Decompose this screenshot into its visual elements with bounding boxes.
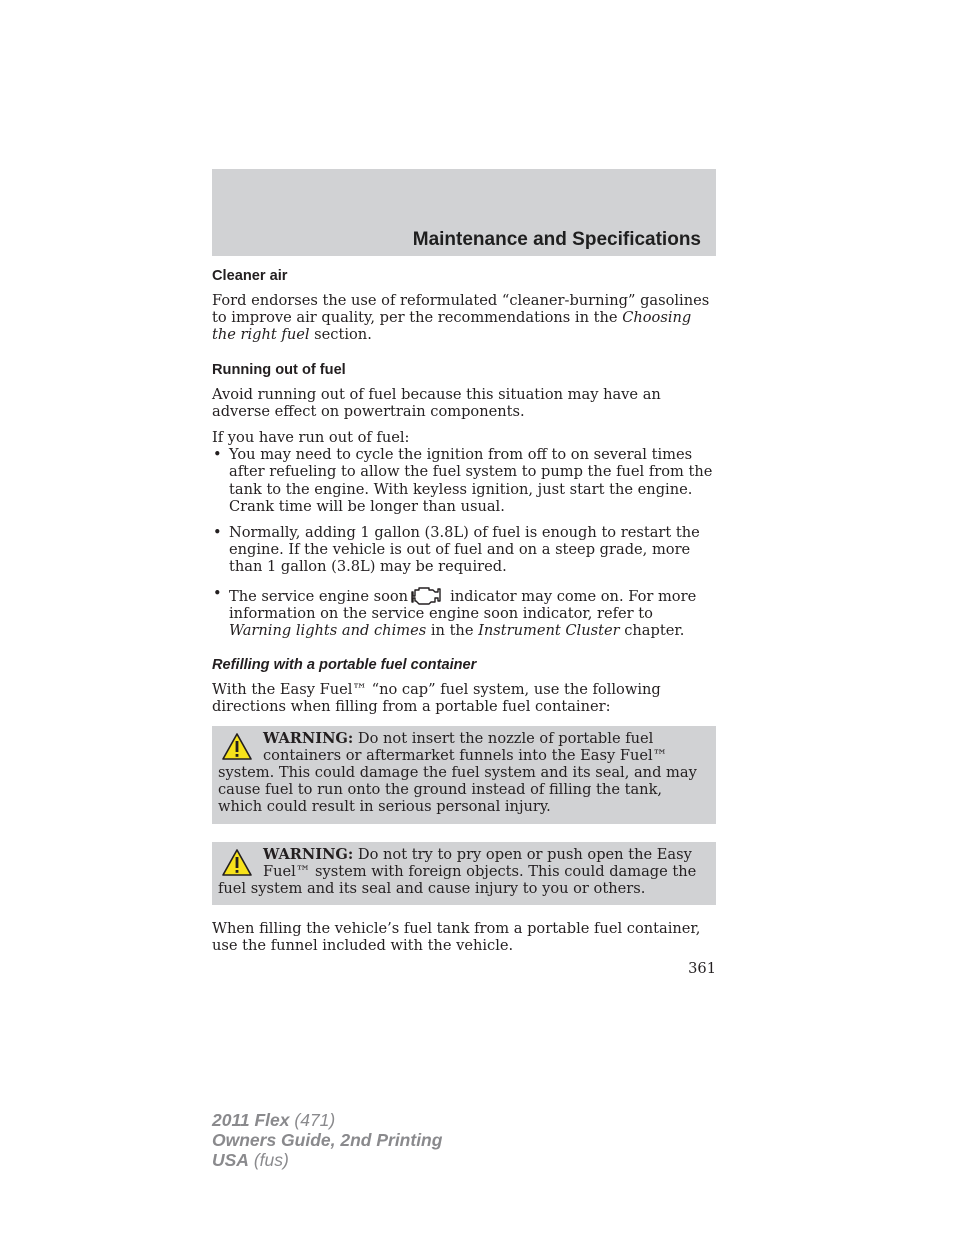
warning-label: WARNING: [263,845,354,863]
page-number: 361 [688,959,716,977]
heading-running-out-of-fuel: Running out of fuel [212,361,346,378]
run-out-bullet-list [212,446,716,639]
list-item: • Normally, adding 1 gallon (3.8L) of fuel is enough to restart the engine. If the vehicle is out of fuel and on a steep grade, more than 1 gallon (3.8L) may be required. [212,524,716,576]
closing-paragraph: When filling the vehicle’s fuel tank from a portable fuel container, use the funnel included with the vehicle. [212,920,701,955]
refilling-intro: With the Easy Fuel™ “no cap” fuel system, use the following directions when filling from a portable fuel container: [212,681,661,716]
warning-triangle-icon [221,848,253,878]
running-out-paragraph: Avoid running out of fuel because this situation may have an adverse effect on powertrain components. [212,385,661,420]
xref-warning-lights: Warning lights and chimes [229,622,427,640]
page-content [212,266,716,977]
heading-refilling: Refilling with a portable fuel container [212,657,477,674]
warning-box-1 [212,726,716,824]
list-item: • The service engine soon indicator may come on. For more information on the service engine soon indicator, refer to Warning lights and chimes in the Instrument Cluster chapter. [212,585,716,640]
xref-choosing-fuel: Choosing the right fuel [212,309,692,344]
footer-imprint [212,1110,442,1170]
service-engine-soon-icon [410,585,444,605]
section-title: Maintenance and Specifications [412,229,701,250]
section-header-band [212,169,716,256]
warning-triangle-icon [221,732,253,762]
footer-line-3: USA (fus) [212,1150,289,1170]
heading-cleaner-air: Cleaner air [212,268,288,284]
cleaner-air-paragraph: Ford endorses the use of reformulated “cleaner-burning” gasolines to improve air quality, per the recommendations in the Choosing the right fuel section. [212,292,710,344]
warning-box-2 [212,842,716,906]
xref-instrument-cluster: Instrument Cluster [478,622,620,640]
warning-label: WARNING: [263,729,354,747]
footer-line-2: Owners Guide, 2nd Printing [212,1130,443,1150]
warning-text: Do not try to pry open or push open the Easy Fuel™ system with foreign objects. This could damage the fuel system and its seal and cause injury to you or others. [218,845,697,898]
run-out-intro: If you have run out of fuel: [212,429,410,447]
footer-line-1: 2011 Flex (471) [212,1110,336,1130]
list-item: • You may need to cycle the ignition from off to on several times after refueling to allow the fuel system to pump the fuel from the tank to the engine. With keyless ignition, just start the engine. Crank time will be longer than usual. [212,446,716,515]
warning-text: Do not insert the nozzle of portable fuel containers or aftermarket funnels into the Easy Fuel™ system. This could damage the fuel system and its seal, and may cause fuel to run onto the ground instead of filling the tank, which could result in serious personal injury. [218,729,697,816]
